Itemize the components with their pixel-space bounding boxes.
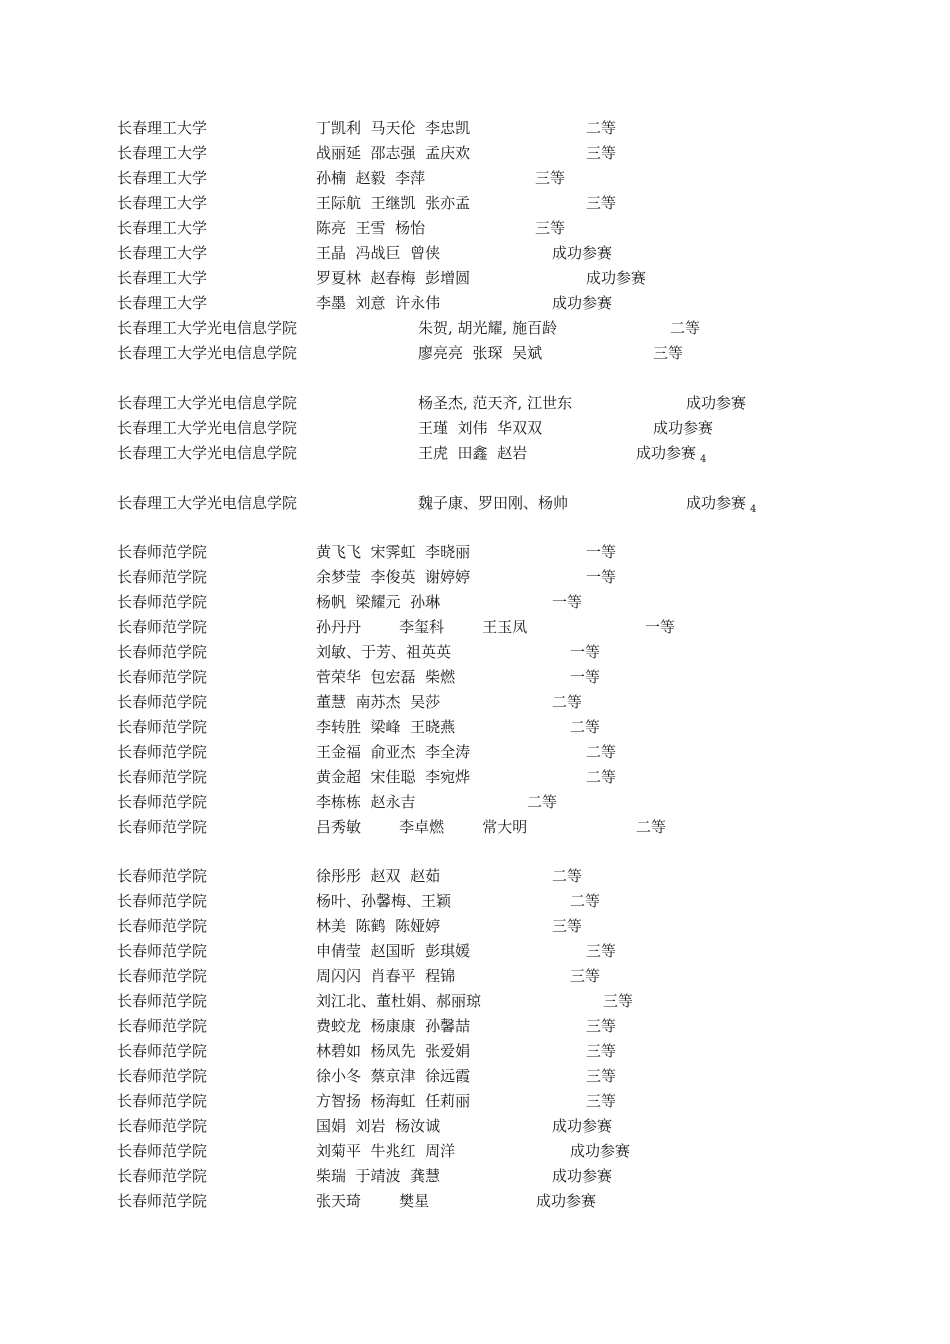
award-level (570, 715, 600, 739)
school-name: 长春理工大学光电信息学院 (117, 394, 298, 412)
team-members: 黄飞飞 宋霁虹 李晓丽 (316, 543, 471, 561)
school-name: 长春师范学院 (117, 867, 208, 885)
award-text: 三等 (586, 942, 617, 960)
award-text: 成功参赛 (552, 1117, 613, 1135)
award-level (586, 540, 616, 564)
award-text: 一等 (586, 568, 617, 586)
team-members: 申倩莹 赵国昕 彭琪媛 (316, 942, 471, 960)
award-level (586, 191, 616, 215)
school-name: 长春师范学院 (117, 818, 208, 836)
award-level (586, 939, 616, 963)
school-name: 长春理工大学 (117, 169, 208, 187)
table-row (0, 964, 950, 988)
award-level (552, 690, 582, 714)
table-row (0, 1114, 950, 1138)
award-text: 三等 (586, 1067, 617, 1085)
award-level (636, 441, 706, 472)
school-name: 长春理工大学光电信息学院 (117, 444, 298, 462)
team-members: 王金福 俞亚杰 李全涛 (316, 743, 471, 761)
team-members: 王晶 冯战巨 曾侠 (316, 244, 441, 262)
award-text: 一等 (570, 643, 601, 661)
school-name: 长春理工大学 (117, 144, 208, 162)
award-level (586, 765, 616, 789)
school-name: 长春师范学院 (117, 892, 208, 910)
award-level (670, 316, 700, 340)
table-row (0, 341, 950, 365)
award-level (552, 241, 612, 265)
award-level (552, 1164, 612, 1188)
team-members: 孙楠 赵毅 李萍 (316, 169, 426, 187)
team-members: 丁凯利 马天伦 李忠凯 (316, 119, 471, 137)
team-members: 罗夏林 赵春梅 彭增圆 (316, 269, 471, 287)
school-name: 长春师范学院 (117, 743, 208, 761)
award-text: 一等 (552, 593, 583, 611)
team-members: 方智扬 杨海虹 任莉丽 (316, 1092, 471, 1110)
award-text: 一等 (645, 618, 676, 636)
award-text: 成功参赛 (586, 269, 647, 287)
table-row (0, 1014, 950, 1038)
team-members: 刘菊平 牛兆红 周洋 (316, 1142, 456, 1160)
school-name: 长春师范学院 (117, 643, 208, 661)
award-level (535, 166, 565, 190)
award-text: 三等 (586, 194, 617, 212)
school-name: 长春理工大学光电信息学院 (117, 419, 298, 437)
award-text: 成功参赛 (686, 394, 747, 412)
award-level (570, 1139, 630, 1163)
award-text: 一等 (586, 543, 617, 561)
table-row (0, 715, 950, 739)
award-level (586, 565, 616, 589)
school-name: 长春师范学院 (117, 1167, 208, 1185)
award-level (527, 790, 557, 814)
award-text: 成功参赛 (686, 494, 747, 512)
school-name: 长春师范学院 (117, 1192, 208, 1210)
team-members: 朱贺, 胡光耀, 施百龄 (418, 319, 558, 337)
award-level (645, 615, 675, 639)
team-members: 林美 陈鹤 陈娅婷 (316, 917, 441, 935)
table-row (0, 765, 950, 789)
school-name: 长春师范学院 (117, 693, 208, 711)
table-row (0, 640, 950, 664)
award-text: 二等 (586, 768, 617, 786)
school-name: 长春师范学院 (117, 917, 208, 935)
team-members: 李栋栋 赵永吉 (316, 793, 416, 811)
school-name: 长春理工大学 (117, 269, 208, 287)
award-text: 一等 (570, 668, 601, 686)
table-row (0, 1064, 950, 1088)
award-text: 二等 (570, 718, 601, 736)
school-name: 长春师范学院 (117, 768, 208, 786)
school-name: 长春师范学院 (117, 942, 208, 960)
team-members: 柴瑞 于靖波 龚慧 (316, 1167, 441, 1185)
award-level (552, 914, 582, 938)
table-row (0, 740, 950, 764)
school-name: 长春理工大学光电信息学院 (117, 344, 298, 362)
school-name: 长春师范学院 (117, 718, 208, 736)
award-text: 三等 (586, 1017, 617, 1035)
table-row (0, 1189, 950, 1213)
school-name: 长春理工大学 (117, 219, 208, 237)
school-name: 长春师范学院 (117, 992, 208, 1010)
team-members: 林碧如 杨凤先 张爱娟 (316, 1042, 471, 1060)
table-row (0, 989, 950, 1013)
award-level (586, 266, 646, 290)
award-level (552, 291, 612, 315)
award-level (636, 815, 666, 839)
school-name: 长春理工大学 (117, 119, 208, 137)
award-level (552, 590, 582, 614)
team-members: 王际航 王继凯 张亦孟 (316, 194, 471, 212)
award-level (586, 116, 616, 140)
award-text: 三等 (535, 219, 566, 237)
award-text: 成功参赛 (552, 294, 613, 312)
table-row (0, 216, 950, 240)
table-row (0, 1164, 950, 1188)
award-text: 三等 (586, 1092, 617, 1110)
award-level (535, 216, 565, 240)
team-members: 刘敏、于芳、祖英英 (316, 643, 452, 661)
school-name: 长春理工大学 (117, 244, 208, 262)
team-members: 王瑾 刘伟 华双双 (418, 419, 543, 437)
school-name: 长春师范学院 (117, 1092, 208, 1110)
award-text: 二等 (586, 743, 617, 761)
school-name: 长春师范学院 (117, 543, 208, 561)
team-members: 杨圣杰, 范天齐, 江世东 (418, 394, 573, 412)
award-level (586, 740, 616, 764)
table-row (0, 116, 950, 140)
award-text: 二等 (552, 693, 583, 711)
table-row (0, 590, 950, 614)
table-row (0, 416, 950, 440)
school-name: 长春师范学院 (117, 1017, 208, 1035)
table-row (0, 540, 950, 564)
table-row (0, 291, 950, 315)
school-name: 长春理工大学 (117, 294, 208, 312)
table-row (0, 914, 950, 938)
team-members: 王虎 田鑫 赵岩 (418, 444, 528, 462)
page-marker: 4 (700, 454, 707, 465)
award-text: 三等 (586, 1042, 617, 1060)
team-members: 董慧 南苏杰 吴莎 (316, 693, 441, 711)
school-name: 长春师范学院 (117, 618, 208, 636)
table-row (0, 1089, 950, 1113)
award-level (570, 640, 600, 664)
table-row (0, 615, 950, 639)
school-name: 长春师范学院 (117, 668, 208, 686)
team-members: 孙丹丹 李玺科 王玉凤 (316, 618, 528, 636)
team-members: 周闪闪 肖春平 程锦 (316, 967, 456, 985)
team-members: 杨叶、孙馨梅、王颖 (316, 892, 452, 910)
school-name: 长春师范学院 (117, 1067, 208, 1085)
award-level (586, 141, 616, 165)
school-name: 长春师范学院 (117, 593, 208, 611)
award-level (686, 391, 746, 415)
award-text: 三等 (653, 344, 684, 362)
award-level (603, 989, 633, 1013)
award-text: 三等 (603, 992, 634, 1010)
award-text: 二等 (527, 793, 558, 811)
team-members: 陈亮 王雪 杨怡 (316, 219, 426, 237)
table-row (0, 790, 950, 814)
team-members: 张天琦 樊星 (316, 1192, 430, 1210)
award-text: 二等 (570, 892, 601, 910)
award-text: 成功参赛 (552, 244, 613, 262)
team-members: 徐彤彤 赵双 赵茹 (316, 867, 441, 885)
school-name: 长春理工大学 (117, 194, 208, 212)
team-members: 廖亮亮 张琛 吴斌 (418, 344, 543, 362)
award-level (552, 864, 582, 888)
table-row (0, 665, 950, 689)
award-level (586, 1089, 616, 1113)
table-row (0, 141, 950, 165)
award-level (570, 665, 600, 689)
award-text: 二等 (670, 319, 701, 337)
table-row (0, 266, 950, 290)
school-name: 长春师范学院 (117, 1142, 208, 1160)
team-members: 魏子康、罗田刚、杨帅 (418, 494, 569, 512)
team-members: 黄金超 宋佳聪 李宛烨 (316, 768, 471, 786)
award-text: 三等 (535, 169, 566, 187)
award-text: 二等 (586, 119, 617, 137)
table-row (0, 565, 950, 589)
award-level (552, 1114, 612, 1138)
award-text: 二等 (636, 818, 667, 836)
table-row (0, 191, 950, 215)
award-level (653, 341, 683, 365)
award-text: 三等 (570, 967, 601, 985)
team-members: 李墨 刘意 许永伟 (316, 294, 441, 312)
school-name: 长春师范学院 (117, 967, 208, 985)
team-members: 徐小冬 蔡京津 徐远霞 (316, 1067, 471, 1085)
school-name: 长春理工大学光电信息学院 (117, 319, 298, 337)
award-level (536, 1189, 596, 1213)
table-row (0, 690, 950, 714)
team-members: 菅荣华 包宏磊 柴燃 (316, 668, 456, 686)
table-row (0, 864, 950, 888)
table-row (0, 166, 950, 190)
school-name: 长春师范学院 (117, 1042, 208, 1060)
award-level (586, 1064, 616, 1088)
award-level (570, 964, 600, 988)
award-level (570, 889, 600, 913)
award-text: 二等 (552, 867, 583, 885)
team-members: 吕秀敏 李卓燃 常大明 (316, 818, 528, 836)
school-name: 长春理工大学光电信息学院 (117, 494, 298, 512)
team-members: 刘江北、董杜娟、郝丽琼 (316, 992, 482, 1010)
school-name: 长春师范学院 (117, 793, 208, 811)
award-text: 三等 (586, 144, 617, 162)
table-row (0, 316, 950, 340)
award-text: 三等 (552, 917, 583, 935)
table-row (0, 241, 950, 265)
award-level (653, 416, 713, 440)
award-level (586, 1014, 616, 1038)
team-members: 余梦莹 李俊英 谢婷婷 (316, 568, 471, 586)
team-members: 战丽延 邵志强 孟庆欢 (316, 144, 471, 162)
table-row (0, 939, 950, 963)
school-name: 长春师范学院 (117, 568, 208, 586)
table-row (0, 1039, 950, 1063)
team-members: 国娟 刘岩 杨汝诚 (316, 1117, 441, 1135)
team-members: 杨帆 梁耀元 孙琳 (316, 593, 441, 611)
award-text: 成功参赛 (552, 1167, 613, 1185)
team-members: 费蛟龙 杨康康 孙馨喆 (316, 1017, 471, 1035)
table-row (0, 441, 950, 465)
award-level (686, 491, 756, 522)
award-text: 成功参赛 (653, 419, 714, 437)
table-row (0, 889, 950, 913)
school-name: 长春师范学院 (117, 1117, 208, 1135)
table-row (0, 1139, 950, 1163)
table-row (0, 815, 950, 839)
award-level (586, 1039, 616, 1063)
award-text: 成功参赛 (570, 1142, 631, 1160)
table-row (0, 491, 950, 515)
table-row (0, 391, 950, 415)
award-text: 成功参赛 (536, 1192, 597, 1210)
team-members: 李转胜 梁峰 王晓燕 (316, 718, 456, 736)
award-text: 成功参赛 (636, 444, 697, 462)
page-marker: 4 (750, 504, 757, 515)
